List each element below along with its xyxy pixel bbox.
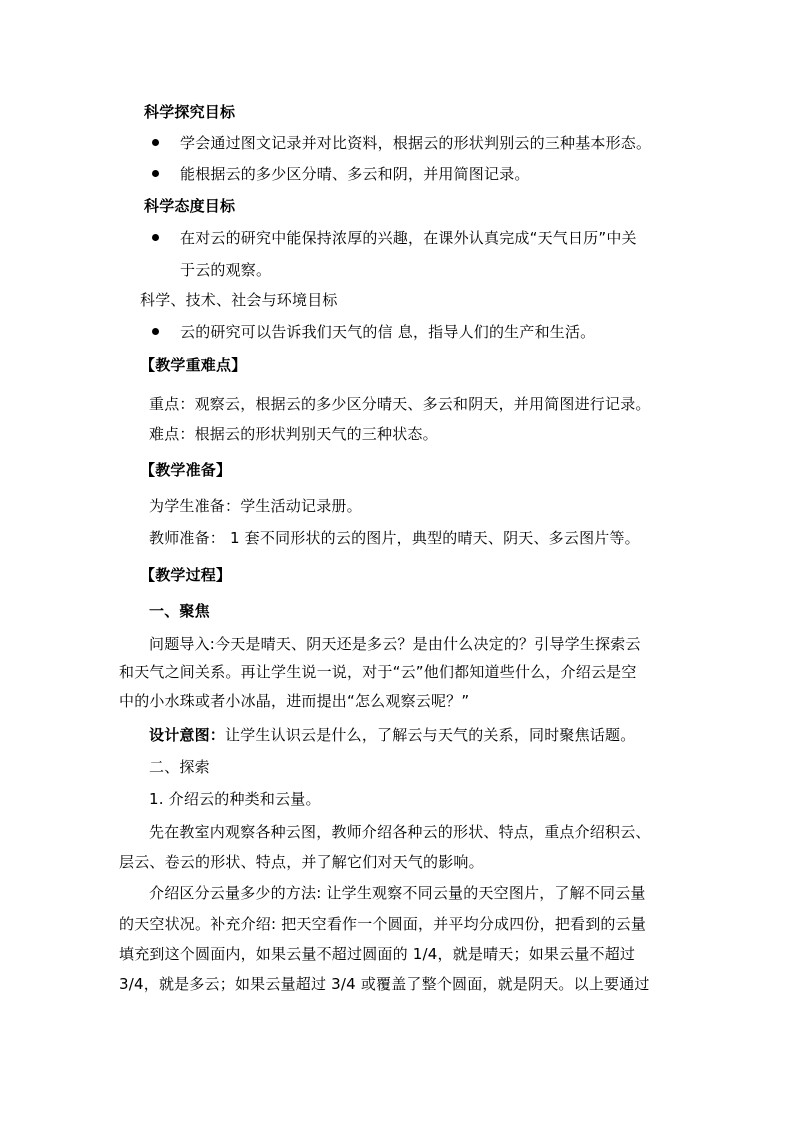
key-point-difficulty: 难点：根据云的形状判别天气的三种状态。: [149, 425, 438, 443]
design-intent: [149, 725, 635, 745]
bullet-icon: [152, 170, 159, 177]
key-points-heading: 【教学重难点】: [140, 356, 247, 374]
attitude-goal-item-line1: 在对云的研究中能保持浓厚的兴趣，在课外认真完成“天气日历”中关: [180, 229, 637, 247]
sts-goal-item: 云的研究可以告诉我们天气的信 息，指导人们的生产和生活。: [180, 323, 596, 341]
cloud-amount-line3: 填充到这个圆面内，如果云量不超过圆面的 1/4，就是晴天；如果云量不超过: [119, 945, 636, 963]
preparation-teacher: 教师准备： 1 套不同形状的云的图片，典型的晴天、阴天、多云图片等。: [149, 529, 640, 547]
bullet-icon: [152, 328, 159, 335]
focus-paragraph-line2: 和天气之间关系。再让学生说一说，对于“云”他们都知道些什么，介绍云是空: [119, 663, 637, 681]
inquiry-goal-item-2: 能根据云的多少区分晴、多云和阴，并用简图记录。: [180, 165, 530, 183]
inquiry-goal-title: 科学探究目标: [144, 103, 236, 121]
key-point-focus: 重点：观察云，根据云的多少区分晴天、多云和阴天，并用简图进行记录。: [149, 395, 651, 413]
design-intent-label: 设计意图：: [149, 726, 226, 744]
focus-paragraph-line1: 问题导入:今天是晴天、阴天还是多云？是由什么决定的？引导学生探索云: [149, 635, 641, 653]
step1-paragraph-line2: 层云、卷云的形状、特点，并了解它们对天气的影响。: [119, 853, 484, 871]
preparation-students: 为学生准备：学生活动记录册。: [149, 497, 362, 515]
cloud-amount-line2: 的天空状况。补充介绍: 把天空看作一个圆面，并平均分成四份，把看到的云量: [119, 915, 647, 933]
attitude-goal-title: 科学态度目标: [144, 197, 236, 215]
step1-paragraph-line1: 先在教室内观察各种云图，教师介绍各种云的形状、特点，重点介绍积云、: [149, 823, 651, 841]
cloud-amount-line4: 3/4，就是多云；如果云量超过 3/4 或覆盖了整个圆面，就是阴天。以上要通过: [119, 975, 650, 993]
attitude-goal-item-line2: 于云的观察。: [180, 261, 272, 279]
focus-paragraph-line3: 中的小水珠或者小冰晶，进而提出“怎么观察云呢？”: [119, 692, 470, 710]
explore-step-1: 1. 介绍云的种类和云量。: [149, 790, 321, 808]
inquiry-goal-item-1: 学会通过图文记录并对比资料，根据云的形状判别云的三种基本形态。: [180, 134, 652, 152]
sts-goal-title: 科学、技术、社会与环境目标: [140, 291, 338, 309]
preparation-heading: 【教学准备】: [140, 461, 232, 479]
bullet-icon: [152, 234, 159, 241]
explore-section-title: 二、探索: [149, 758, 210, 776]
focus-section-title: 一、聚焦: [149, 602, 210, 620]
cloud-amount-line1: 介绍区分云量多少的方法: 让学生观察不同云量的天空图片，了解不同云量: [149, 884, 646, 902]
bullet-icon: [152, 139, 159, 146]
process-heading: 【教学过程】: [140, 566, 232, 584]
design-intent-text: 让学生认识云是什么，了解云与天气的关系，同时聚焦话题。: [225, 726, 636, 744]
